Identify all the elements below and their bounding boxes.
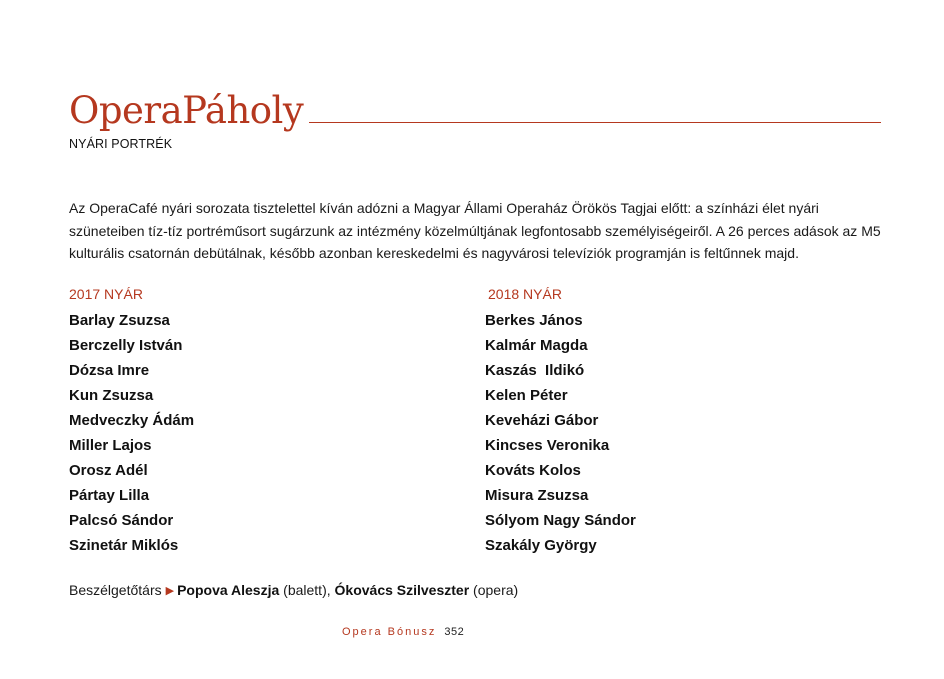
list-item: Keveházi Gábor <box>485 412 599 429</box>
page-number: 352 <box>444 626 465 638</box>
list-item: Szakály György <box>485 537 597 554</box>
list-item: Misura Zsuzsa <box>485 487 589 504</box>
intro-paragraph: Az OperaCafé nyári sorozata tisztelettel kíván adózni a Magyar Állami Operaház Örökös Tagjai előtt: a színházi élet nyári szüneteiben tíz-tíz portréműsort sugárzunk az intézmény közelmúltjának legfontosabb személyiségeiről. A 26 perces adások az M5 kulturális csatornán debütálnak, később azonban kereskedelmi és nagyvárosi televíziók programján is feltűnnek majd. <box>69 200 881 261</box>
list-item: Palcsó Sándor <box>69 512 174 529</box>
title-rule <box>309 122 881 123</box>
list-item: Kalmár Magda <box>485 337 588 354</box>
list-item: Berkes János <box>485 312 583 329</box>
list-item: Pártay Lilla <box>69 487 150 504</box>
list-item: Kelen Péter <box>485 387 568 404</box>
list-item: Kincses Veronika <box>485 437 610 454</box>
list-item: Medveczky Ádám <box>69 412 195 429</box>
page-footer <box>342 626 464 638</box>
list-item: Barlay Zsuzsa <box>69 312 170 329</box>
footer-label: Opera Bónusz <box>342 626 437 638</box>
list-item: Kun Zsuzsa <box>69 387 154 404</box>
names-list-2017 <box>69 308 194 558</box>
interviewer-name: Popova Aleszja <box>177 582 280 598</box>
names-list-2018 <box>485 308 636 558</box>
list-item: Miller Lajos <box>69 437 152 454</box>
list-item: Dózsa Imre <box>69 362 150 379</box>
list-item: Berczelly István <box>69 337 183 354</box>
column-heading-2018: 2018 NYÁR <box>488 286 562 302</box>
title-row <box>69 88 881 134</box>
page-subtitle: NYÁRI PORTRÉK <box>69 137 173 151</box>
triangle-right-icon: ▶ <box>165 585 175 597</box>
list-item: Sólyom Nagy Sándor <box>485 512 636 529</box>
page-title: OperaPáholy <box>69 89 304 132</box>
interviewer-name: Ókovács Szilveszter <box>334 582 470 598</box>
list-item: Orosz Adél <box>69 462 148 479</box>
list-item: Szinetár Miklós <box>69 537 179 554</box>
list-item: Kováts Kolos <box>485 462 581 479</box>
interviewers-line <box>69 582 518 598</box>
list-item: Kaszás Ildikó <box>485 362 585 379</box>
interviewers-label: Beszélgetőtárs <box>69 582 162 598</box>
interviewer-role: (balett), <box>283 582 331 598</box>
interviewer-role: (opera) <box>473 582 519 598</box>
column-heading-2017: 2017 NYÁR <box>69 286 143 302</box>
